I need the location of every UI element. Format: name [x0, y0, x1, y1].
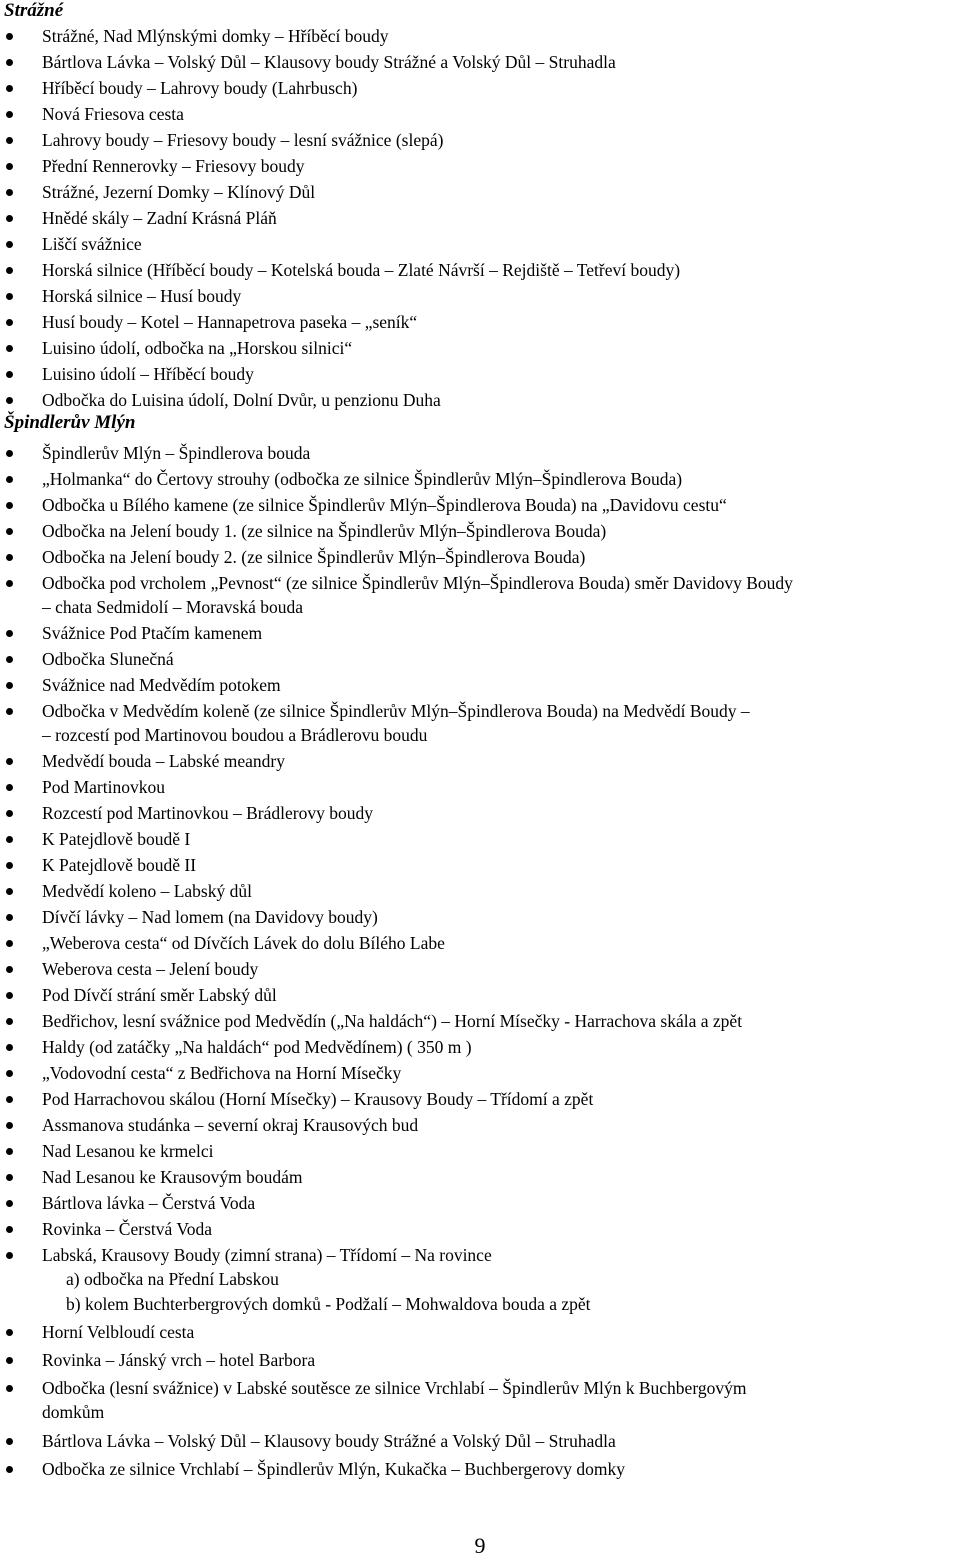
bullet-icon: [6, 1466, 13, 1473]
bullet-icon: [6, 1226, 13, 1233]
bullet-icon: [6, 656, 13, 663]
bullet-icon: [6, 293, 13, 300]
bullet-icon: [6, 476, 13, 483]
bullet-icon: [6, 580, 13, 587]
bullet-icon: [6, 758, 13, 765]
list-item-continuation: – chata Sedmidolí – Moravská bouda: [42, 597, 303, 617]
bullet-icon: [6, 914, 13, 921]
bullet-icon: [6, 137, 13, 144]
list-item-text: Bedřichov, lesní svážnice pod Medvědín („Na haldách“) – Horní Mísečky - Harrachova skála a zpět: [42, 1011, 743, 1031]
list-item-text: Svážnice nad Medvědím potokem: [42, 675, 281, 695]
bullet-icon: [6, 630, 13, 637]
list-item-text: Odbočka na Jelení boudy 2. (ze silnice Špindlerův Mlýn–Špindlerova Bouda): [42, 547, 586, 567]
list-item-text: Nová Friesova cesta: [42, 104, 184, 124]
list-item-text: Strážné, Jezerní Domky – Klínový Důl: [42, 182, 316, 202]
list-item-text: Haldy (od zatáčky „Na haldách“ pod Medvědínem) ( 350 m ): [42, 1037, 472, 1057]
list-item-text: Luisino údolí – Hříběcí boudy: [42, 364, 254, 384]
list-item-text: Labská, Krausovy Boudy (zimní strana) – Třídomí – Na rovince: [42, 1245, 492, 1265]
list-item-text: Odbočka pod vrcholem „Pevnost“ (ze silnice Špindlerův Mlýn–Špindlerova Bouda) směr Davidovy Boudy: [42, 573, 793, 593]
bullet-icon: [6, 85, 13, 92]
list-item-text: Bártlova Lávka – Volský Důl – Klausovy boudy Strážné a Volský Důl – Struhadla: [42, 52, 616, 72]
bullet-icon: [6, 450, 13, 457]
bullet-icon: [6, 267, 13, 274]
list-item-text: Přední Rennerovky – Friesovy boudy: [42, 156, 305, 176]
bullet-icon: [6, 682, 13, 689]
list-item-text: Dívčí lávky – Nad lomem (na Davidovy boudy): [42, 907, 378, 927]
list-item-text: Rovinka – Čerstvá Voda: [42, 1219, 212, 1239]
bullet-icon: [6, 1018, 13, 1025]
list-item-text: Lahrovy boudy – Friesovy boudy – lesní svážnice (slepá): [42, 130, 444, 150]
bullet-icon: [6, 528, 13, 535]
list-item-continuation: domkům: [42, 1402, 105, 1422]
bullet-icon: [6, 397, 13, 404]
list-item-text: Nad Lesanou ke krmelci: [42, 1141, 214, 1161]
bullet-icon: [6, 371, 13, 378]
list-item-text: Odbočka v Medvědím koleně (ze silnice Špindlerův Mlýn–Špindlerova Bouda) na Medvědí Boudy –: [42, 701, 750, 721]
list-item-text: Assmanova studánka – severní okraj Krausových bud: [42, 1115, 419, 1135]
bullet-icon: [6, 33, 13, 40]
list-item-text: Medvědí koleno – Labský důl: [42, 881, 252, 901]
bullet-icon: [6, 966, 13, 973]
bullet-icon: [6, 862, 13, 869]
list-item-continuation: – rozcestí pod Martinovou boudou a Brádlerovu boudu: [42, 725, 428, 745]
list-item-text: Špindlerův Mlýn – Špindlerova bouda: [42, 443, 311, 463]
bullet-icon: [6, 241, 13, 248]
list-item-text: Pod Dívčí strání směr Labský důl: [42, 985, 277, 1005]
list-item-text: Strážné, Nad Mlýnskými domky – Hříběcí boudy: [42, 26, 389, 46]
list-item-text: Pod Harrachovou skálou (Horní Mísečky) – Krausovy Boudy – Třídomí a zpět: [42, 1089, 594, 1109]
bullet-icon: [6, 1252, 13, 1259]
bullet-icon: [6, 1070, 13, 1077]
list-item-text: Luisino údolí, odbočka na „Horskou silnici“: [42, 338, 353, 358]
list-item-text: Rozcestí pod Martinovkou – Brádlerovy boudy: [42, 803, 373, 823]
list-item-text: Horní Velbloudí cesta: [42, 1322, 195, 1342]
list-item-text: Horská silnice (Hříběcí boudy – Kotelská bouda – Zlaté Návrší – Rejdiště – Tetřeví boudy): [42, 260, 681, 280]
section-heading: Špindlerův Mlýn: [4, 412, 136, 433]
list-item-text: Bártlova Lávka – Volský Důl – Klausovy boudy Strážné a Volský Důl – Struhadla: [42, 1431, 616, 1451]
bullet-icon: [6, 784, 13, 791]
list-item-text: Bártlova lávka – Čerstvá Voda: [42, 1193, 256, 1213]
list-item-text: Odbočka ze silnice Vrchlabí – Špindlerův Mlýn, Kukačka – Buchbergerovy domky: [42, 1459, 625, 1479]
list-item-text: Pod Martinovkou: [42, 777, 165, 797]
bullet-icon: [6, 1044, 13, 1051]
list-item-continuation: a) odbočka na Přední Labskou: [66, 1269, 279, 1289]
bullet-icon: [6, 810, 13, 817]
bullet-icon: [6, 502, 13, 509]
bullet-icon: [6, 1438, 13, 1445]
list-item-text: Weberova cesta – Jelení boudy: [42, 959, 259, 979]
list-item-text: Rovinka – Jánský vrch – hotel Barbora: [42, 1350, 316, 1370]
bullet-icon: [6, 992, 13, 999]
bullet-icon: [6, 1329, 13, 1336]
list-item-text: Medvědí bouda – Labské meandry: [42, 751, 285, 771]
list-item-text: Hnědé skály – Zadní Krásná Pláň: [42, 208, 277, 228]
bullet-icon: [6, 111, 13, 118]
bullet-icon: [6, 1357, 13, 1364]
list-item-text: Odbočka Slunečná: [42, 649, 174, 669]
list-item-text: K Patejdlově boudě II: [42, 855, 197, 875]
list-item-text: Odbočka na Jelení boudy 1. (ze silnice na Špindlerův Mlýn–Špindlerova Bouda): [42, 521, 607, 541]
page-number: 9: [474, 1533, 486, 1558]
list-item-text: Liščí svážnice: [42, 234, 142, 254]
bullet-icon: [6, 189, 13, 196]
bullet-icon: [6, 1096, 13, 1103]
bullet-icon: [6, 59, 13, 66]
list-item-text: Odbočka u Bílého kamene (ze silnice Špindlerův Mlýn–Špindlerova Bouda) na „Davidovu cestu“: [42, 495, 727, 515]
bullet-icon: [6, 1174, 13, 1181]
bullet-icon: [6, 1385, 13, 1392]
bullet-icon: [6, 163, 13, 170]
bullet-icon: [6, 1122, 13, 1129]
bullet-icon: [6, 345, 13, 352]
list-item-text: „Weberova cesta“ od Dívčích Lávek do dolu Bílého Labe: [42, 933, 445, 953]
list-item-text: Hříběcí boudy – Lahrovy boudy (Lahrbusch): [42, 78, 358, 98]
list-item-text: Husí boudy – Kotel – Hannapetrova paseka – „seník“: [42, 312, 418, 332]
list-item-text: Horská silnice – Husí boudy: [42, 286, 242, 306]
section-heading: Strážné: [4, 0, 64, 21]
bullet-icon: [6, 708, 13, 715]
bullet-icon: [6, 940, 13, 947]
list-item-continuation: b) kolem Buchterbergrových domků - Podžalí – Mohwaldova bouda a zpět: [66, 1294, 591, 1314]
list-item-text: Nad Lesanou ke Krausovým boudám: [42, 1167, 303, 1187]
list-item-text: „Holmanka“ do Čertovy strouhy (odbočka ze silnice Špindlerův Mlýn–Špindlerova Bouda): [42, 469, 683, 489]
bullet-icon: [6, 888, 13, 895]
list-item-text: Svážnice Pod Ptačím kamenem: [42, 623, 263, 643]
list-item-text: Odbočka do Luisina údolí, Dolní Dvůr, u penzionu Duha: [42, 390, 441, 410]
list-item-text: „Vodovodní cesta“ z Bedřichova na Horní Mísečky: [42, 1063, 402, 1083]
bullet-icon: [6, 215, 13, 222]
bullet-icon: [6, 319, 13, 326]
list-item-text: Odbočka (lesní svážnice) v Labské soutěsce ze silnice Vrchlabí – Špindlerův Mlýn k Buchbergovým: [42, 1378, 747, 1398]
bullet-icon: [6, 1200, 13, 1207]
list-item-text: K Patejdlově boudě I: [42, 829, 191, 849]
bullet-icon: [6, 554, 13, 561]
bullet-icon: [6, 1148, 13, 1155]
bullet-icon: [6, 836, 13, 843]
